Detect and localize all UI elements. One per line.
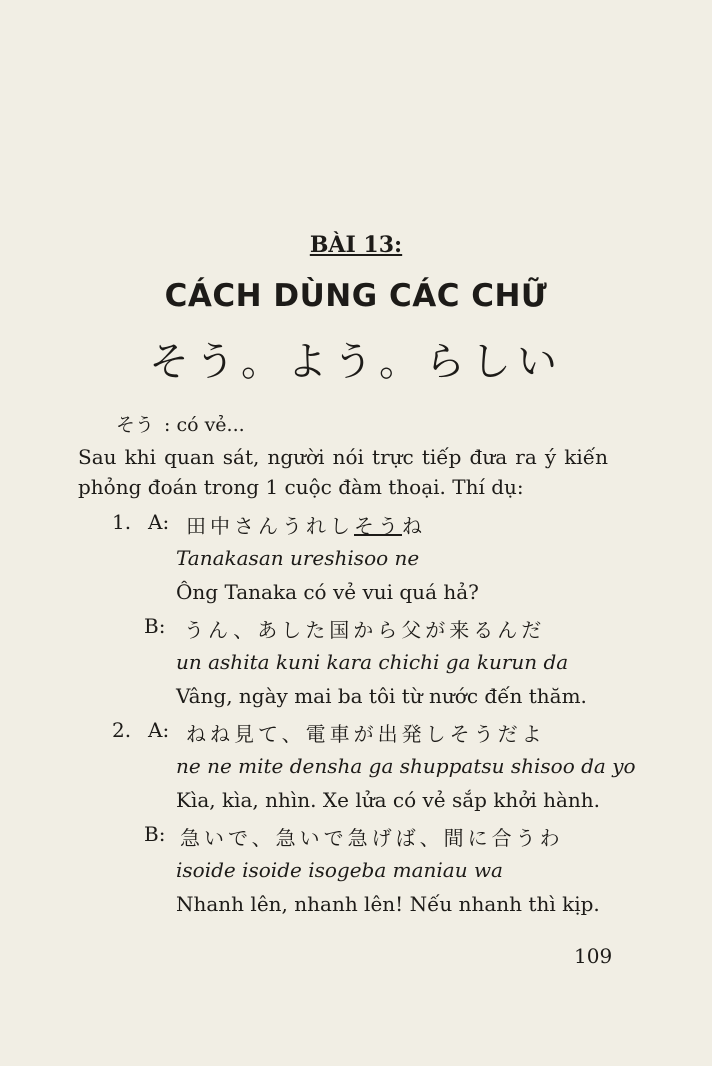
- intro-paragraph: Sau khi quan sát, người nói trực tiếp đưa ra ý kiến phỏng đoán trong 1 cuộc đàm thoại. Thí dụ:: [78, 445, 608, 499]
- definition-meaning: : có vẻ...: [164, 414, 245, 436]
- example-1-b-japanese: うん、あした国から父が来るんだ: [184, 618, 546, 642]
- example-2-b-translation: Nhanh lên, nhanh lên! Nếu nhanh thì kịp.: [176, 892, 600, 916]
- lesson-subtitle: そう。よう。らしい: [149, 339, 563, 385]
- example-2-b-romaji: isoide isoide isogeba maniau wa: [176, 858, 503, 882]
- lesson-label: BÀI 13:: [309, 232, 403, 258]
- example-1-number: 1.: [112, 510, 132, 534]
- example-1-b-translation: Vâng, ngày mai ba tôi từ nước đến thăm.: [176, 684, 587, 708]
- definition-term: そう: [116, 414, 155, 436]
- example-2-b-speaker: B:: [144, 822, 166, 846]
- lesson-title: CÁCH DÙNG CÁC CHỮ: [164, 278, 548, 314]
- example-2-b-japanese: 急いで、急いで急げば、間に合うわ: [180, 826, 564, 850]
- definition: [116, 410, 245, 437]
- example-1-a-translation: Ông Tanaka có vẻ vui quá hả?: [176, 580, 479, 604]
- example-1-a-japanese: 田中さんうれしそうね: [186, 514, 426, 538]
- page-number: 109: [574, 944, 613, 968]
- example-1-b-speaker: B:: [144, 614, 166, 638]
- example-2-a-translation: Kìa, kìa, nhìn. Xe lửa có vẻ sắp khởi hành.: [176, 788, 601, 812]
- example-2-number: 2.: [112, 718, 132, 742]
- example-2-a-speaker: A:: [148, 718, 170, 742]
- example-1-b-romaji: un ashita kuni kara chichi ga kurun da: [176, 650, 569, 674]
- example-2-a-japanese: ねね見て、電車が出発しそうだよ: [186, 722, 546, 746]
- underlined-soo: そう: [354, 514, 402, 538]
- example-1-a-speaker: A:: [148, 510, 170, 534]
- example-1-a-romaji: Tanakasan ureshisoo ne: [176, 546, 420, 570]
- example-2-a-romaji: ne ne mite densha ga shuppatsu shisoo da yo: [176, 754, 636, 778]
